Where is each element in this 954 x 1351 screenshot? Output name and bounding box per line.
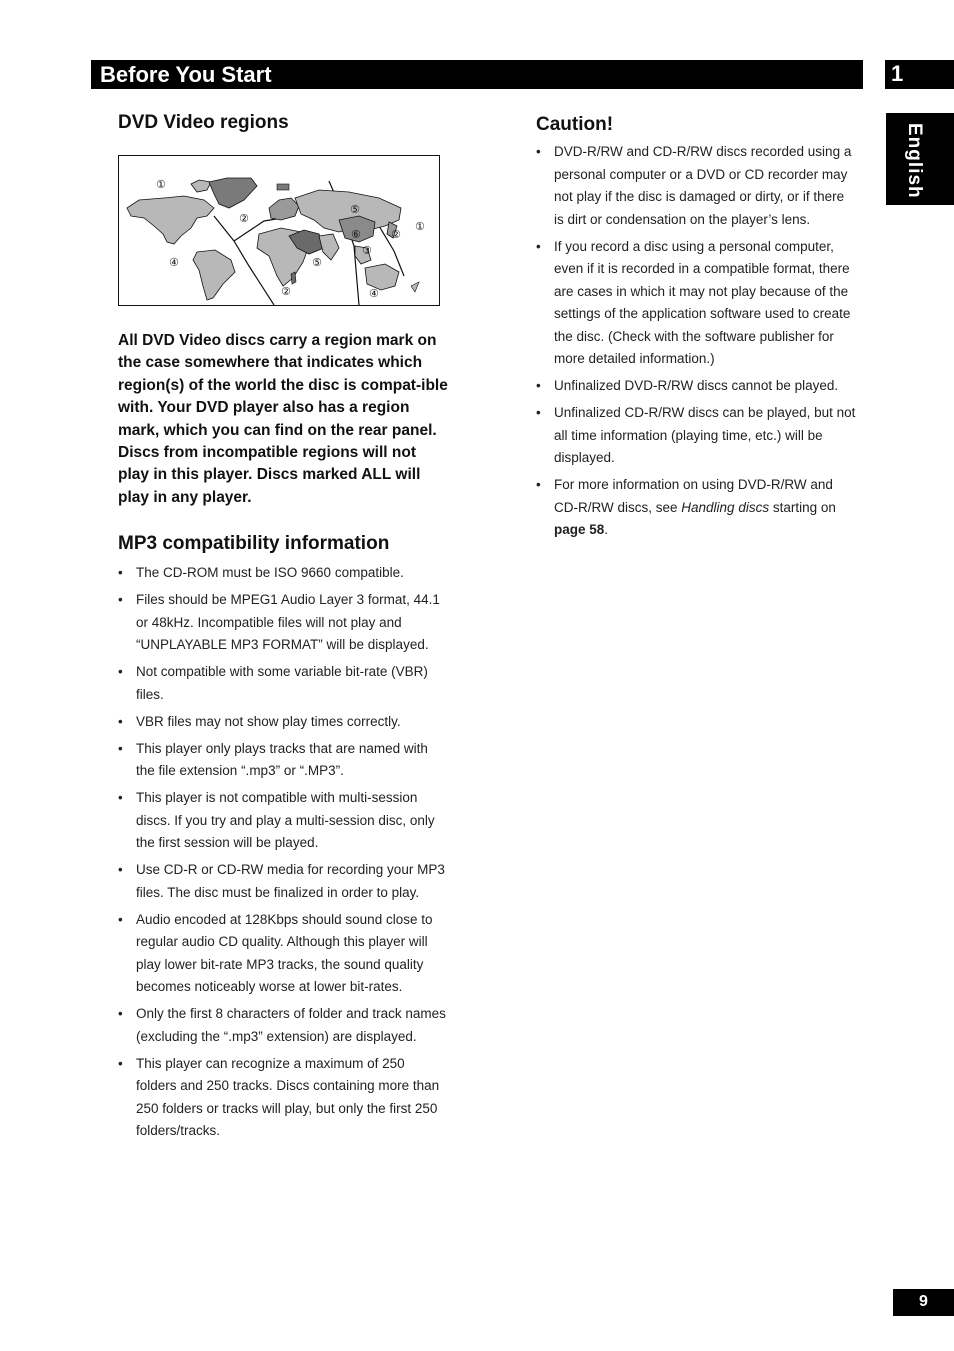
region-label: ②: [239, 212, 249, 225]
intro-all-emphasis: ALL: [361, 466, 392, 484]
section-title: Before You Start: [100, 62, 272, 87]
dvd-regions-intro: [118, 330, 448, 509]
list-item: • VBR files may not show play times correctly.: [118, 711, 448, 734]
region-label: ⑤: [312, 256, 322, 269]
list-item: • This player can recognize a maximum of 250 folders and 250 tracks. Discs containing more than 250 folders or tracks will play, but only the first 250 folders/tracks.: [118, 1053, 448, 1143]
language-label: English: [904, 123, 925, 199]
intro-text-end: will play in any player.: [118, 466, 421, 506]
chapter-number-box: [885, 60, 954, 89]
region-label: ④: [369, 287, 379, 300]
caution-heading: Caution!: [536, 114, 614, 135]
list-item-text: .: [604, 522, 609, 537]
region-label: ⑥: [351, 228, 361, 241]
mp3-list: [118, 562, 448, 1143]
section-header-bar: [91, 60, 863, 89]
list-item: • Not compatible with some variable bit-rate (VBR) files.: [118, 661, 448, 706]
page-number: 9: [893, 1289, 954, 1316]
chapter-number: 1: [891, 61, 904, 86]
region-label: ②: [391, 228, 401, 241]
list-item: • This player is not compatible with multi-session discs. If you try and play a multi-session disc, only the first session will be played.: [118, 787, 448, 855]
list-item: • Files should be MPEG1 Audio Layer 3 format, 44.1 or 48kHz. Incompatible files will not play and “UNPLAYABLE MP3 FORMAT” will be displayed.: [118, 589, 448, 657]
page-reference: page 58: [554, 522, 605, 537]
region-label: ①: [156, 178, 166, 191]
list-item-text: starting on: [769, 499, 836, 515]
caution-list: [536, 141, 856, 542]
right-column: [536, 110, 856, 546]
language-tab: [886, 113, 954, 205]
list-item: • Use CD-R or CD-RW media for recording your MP3 files. The disc must be finalized in order to play.: [118, 859, 448, 904]
region-label: ①: [415, 220, 425, 233]
list-item: • Unfinalized DVD-R/RW discs cannot be played.: [536, 375, 856, 398]
list-item: • Audio encoded at 128Kbps should sound close to regular audio CD quality. Although this player will play lower bit-rate MP3 tracks, the sound quality becomes noticeably worse at lower bit-rates.: [118, 909, 448, 999]
region-map: [118, 155, 440, 306]
intro-text: All DVD Video discs carry a region mark on the case somewhere that indicates which region(s) of the world the disc is compat-ible with. Your DVD player also has a region mark, which you can find on the rear panel. Discs from incompatible regions will not play in this player. Discs marked: [118, 332, 448, 484]
list-item: • If you record a disc using a personal computer, even if it is recorded in a compatible format, there are cases in which it may not play because of the settings of the application software used to create the disc. (Check with the software publisher for more detailed information.): [536, 236, 856, 371]
region-label: ③: [362, 244, 372, 257]
list-item: • This player only plays tracks that are named with the file extension “.mp3” or “.MP3”.: [118, 738, 448, 783]
handling-discs-reference: Handling discs: [681, 499, 770, 515]
list-item: • Only the first 8 characters of folder and track names (excluding the “.mp3” extension) are displayed.: [118, 1003, 448, 1048]
list-item: • DVD-R/RW and CD-R/RW discs recorded using a personal computer or a DVD or CD recorder may not play if the disc is damaged or dirty, or if there is dirt or condensation on the player’s lens.: [536, 141, 856, 231]
list-item: [536, 474, 856, 542]
world-map-illustration: [119, 156, 439, 305]
left-column: [118, 110, 448, 1147]
region-label: ②: [281, 285, 291, 298]
dvd-regions-heading: DVD Video regions: [118, 112, 289, 133]
list-item: • The CD-ROM must be ISO 9660 compatible.: [118, 562, 448, 585]
region-label: ④: [169, 256, 179, 269]
list-item: • Unfinalized CD-R/RW discs can be played, but not all time information (playing time, etc.) will be displayed.: [536, 402, 856, 470]
list-item-text: For more information on using DVD-R/RW and CD-R/RW discs, see: [554, 477, 833, 515]
region-label: ⑤: [350, 203, 360, 216]
mp3-heading: MP3 compatibility information: [118, 533, 390, 555]
